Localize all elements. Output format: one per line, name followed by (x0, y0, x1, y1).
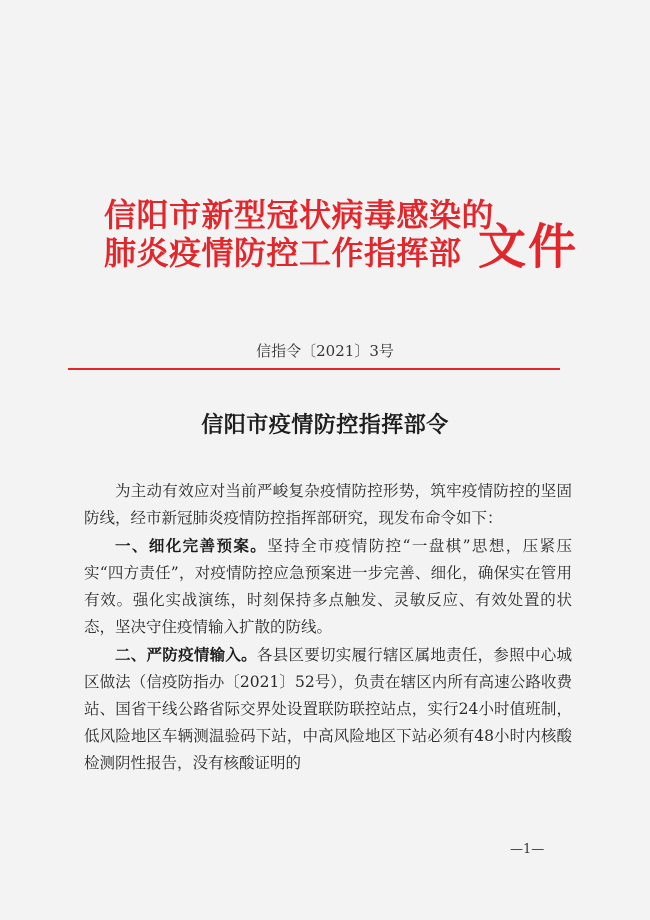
red-divider (68, 368, 560, 370)
section-2-paragraph (84, 641, 572, 777)
issuing-authority-title (104, 196, 494, 272)
document-body (84, 478, 572, 777)
section-1-heading: 一、细化完善预案。 (115, 536, 268, 555)
section-2-heading: 二、严防疫情输入。 (115, 645, 257, 664)
title-line-1: 信阳市新型冠状病毒感染的 (104, 196, 495, 234)
section-1-text: 坚持全市疫情防控“一盘棋”思想，压紧压实“四方责任”，对疫情防控应急预案进一步完善、细化，确保实在管用有效。强化实战演练，时刻保持多点触发、灵敏反应、有效处置的状态，坚决守住疫情输入扩散的防线。 (84, 537, 572, 636)
section-1-paragraph (84, 532, 572, 641)
page-number: —1— (510, 842, 545, 857)
document-title: 信阳市疫情防控指挥部令 (201, 412, 449, 438)
document-suffix: 文件 (478, 219, 579, 275)
section-2-text: 各县区要切实履行辖区属地责任，参照中心城区做法（信疫防指办〔2021〕52号），负责在辖区内所有高速公路收费站、国省干线公路省际交界处设置联防联控站点，实行24小时值班制，低风险地区车辆测温验码下站，中高风险地区下站必须有48小时内核酸检测阴性报告，没有核酸证明的 (84, 646, 572, 772)
title-line-2: 肺炎疫情防控工作指挥部 (104, 234, 462, 272)
intro-paragraph: 为主动有效应对当前严峻复杂疫情防控形势，筑牢疫情防控的坚固防线，经市新冠肺炎疫情防控指挥部研究，现发布命令如下： (84, 482, 572, 527)
document-number: 信指令〔2021〕3号 (256, 342, 394, 360)
